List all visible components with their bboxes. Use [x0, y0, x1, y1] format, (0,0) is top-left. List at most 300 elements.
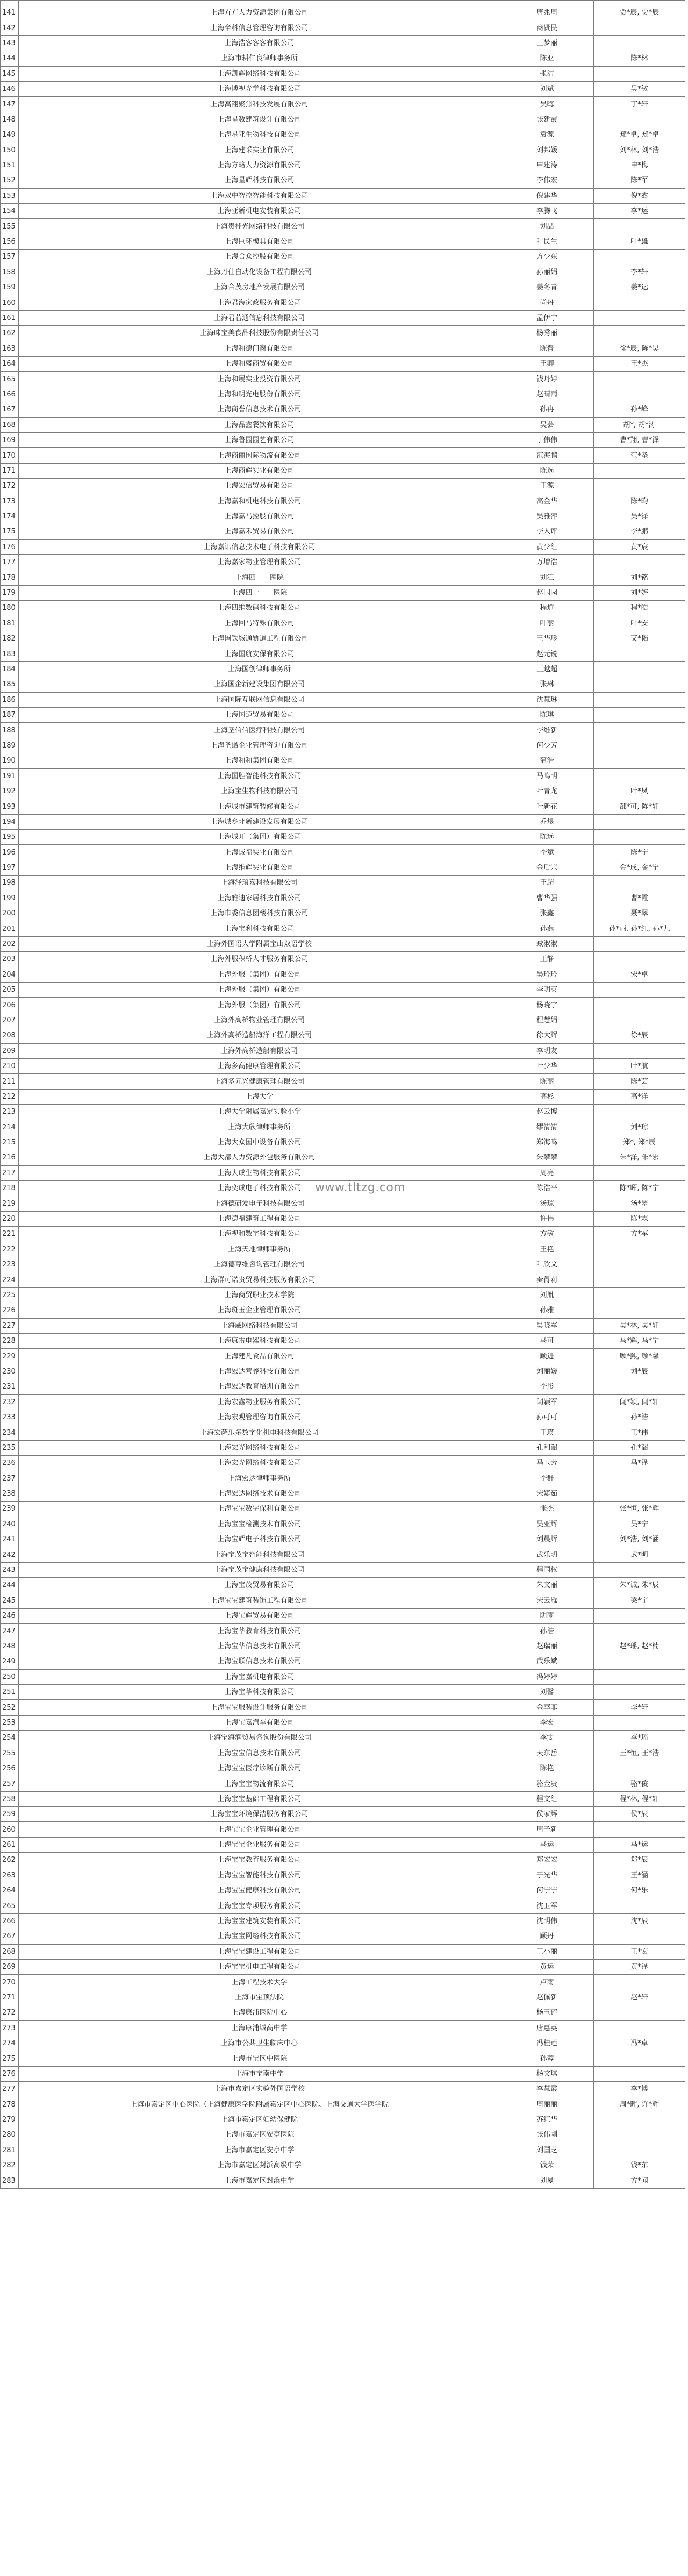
watermark-text: www.tltzg.com: [315, 1181, 406, 1194]
table-row: [1, 173, 685, 188]
table-row: [1, 1975, 685, 1990]
remark: 陈*宁: [594, 845, 685, 860]
company-name: 上海国际互联网信息有限公司: [19, 692, 500, 707]
company-name: 上海宏光网络科技有限公司: [19, 1440, 500, 1455]
table-row: [1, 1272, 685, 1287]
remark: 骆*俊: [594, 1776, 685, 1791]
company-name: 上海星数建筑设计有限公司: [19, 112, 500, 127]
row-index: 227: [1, 1318, 19, 1333]
contact-person: 何少芳: [500, 738, 594, 753]
table-row: [1, 51, 685, 66]
contact-person: 王源: [500, 479, 594, 494]
table-row: [1, 463, 685, 478]
contact-person: 沈慧琳: [500, 692, 594, 707]
table-row: [1, 295, 685, 310]
company-name: 上海商誉信息技术有限公司: [19, 402, 500, 417]
contact-person: 骆金贵: [500, 1776, 594, 1791]
row-index: 152: [1, 173, 19, 188]
remark: 叶*安: [594, 616, 685, 631]
contact-person: 朱文丽: [500, 1578, 594, 1593]
company-name: 上海城乡北新建设发展有限公司: [19, 814, 500, 829]
remark: 陈*军: [594, 173, 685, 188]
table-row: [1, 81, 685, 96]
company-name: 上海德研发电子科技有限公司: [19, 1196, 500, 1211]
row-index: 151: [1, 158, 19, 173]
contact-person: 于光华: [500, 1868, 594, 1883]
remark: [594, 1624, 685, 1639]
company-name: 上海宝辉电子科技有限公司: [19, 1532, 500, 1547]
table-row: [1, 753, 685, 768]
company-name: 上海宝利科技有限公司: [19, 921, 500, 936]
table-row: [1, 372, 685, 387]
remark: [594, 1562, 685, 1577]
contact-person: [500, 1, 594, 5]
company-name: 上海宝宝建筑安装有限公司: [19, 1913, 500, 1929]
contact-person: 王华珍: [500, 631, 594, 646]
remark: [594, 1975, 685, 1990]
remark: [594, 936, 685, 951]
contact-person: 高杉: [500, 1089, 594, 1104]
remark: 陈*芸: [594, 1074, 685, 1089]
company-name: 上海工程技术大学: [19, 1975, 500, 1990]
row-index: 153: [1, 188, 19, 203]
row-index: 203: [1, 952, 19, 967]
remark: 吴*林, 吴*轩: [594, 1318, 685, 1333]
company-name: 上海视和数字科技有限公司: [19, 1227, 500, 1242]
remark: [594, 20, 685, 35]
row-index: 198: [1, 876, 19, 891]
row-index: 264: [1, 1883, 19, 1898]
contact-person: 唐惠英: [500, 2020, 594, 2036]
contact-person: 孙雅: [500, 1303, 594, 1318]
contact-person: 叶青龙: [500, 784, 594, 799]
remark: 聂*翠: [594, 906, 685, 921]
contact-person: 沈卫军: [500, 1898, 594, 1913]
table-row: [1, 1105, 685, 1120]
company-name: 上海大都人力资源外包服务有限公司: [19, 1150, 500, 1165]
row-index: 197: [1, 860, 19, 875]
row-index: 208: [1, 1028, 19, 1043]
contact-person: 李明英: [500, 983, 594, 998]
remark: 汤*翠: [594, 1196, 685, 1211]
company-name: 上海味宝美食品科技股份有限责任公司: [19, 326, 500, 341]
contact-person: 刘馨: [500, 1684, 594, 1699]
row-index: 214: [1, 1120, 19, 1135]
company-name: 上海星亚生物科技有限公司: [19, 127, 500, 143]
company-name: 上海外国语大学附属宝山双语学校: [19, 936, 500, 951]
row-index: 222: [1, 1242, 19, 1257]
contact-person: 袁源: [500, 127, 594, 143]
row-index: 162: [1, 326, 19, 341]
contact-person: 李维新: [500, 723, 594, 738]
row-index: 181: [1, 616, 19, 631]
remark: 叶*雄: [594, 234, 685, 249]
table-row: [1, 524, 685, 539]
row-index: 262: [1, 1853, 19, 1868]
remark: [594, 219, 685, 234]
company-name: 上海宏达律师事务所: [19, 1471, 500, 1486]
company-name: 上海建采实业有限公司: [19, 143, 500, 158]
remark: [594, 1105, 685, 1120]
row-index: 145: [1, 66, 19, 81]
company-name: 上海多元兴健康管理有限公司: [19, 1074, 500, 1089]
row-index: 171: [1, 463, 19, 478]
table-row: [1, 1196, 685, 1211]
remark: [594, 876, 685, 891]
row-index: 143: [1, 35, 19, 51]
row-index: 255: [1, 1746, 19, 1761]
company-name: 上海宝宝网络科技有限公司: [19, 1929, 500, 1944]
contact-person: 王越超: [500, 661, 594, 677]
company-name: 上海康浦医院中心: [19, 2005, 500, 2020]
row-index: 260: [1, 1822, 19, 1837]
company-name: 上海宝宝机电工程有限公司: [19, 1960, 500, 1975]
company-name: 上海嘉禾贸易有限公司: [19, 524, 500, 539]
table-row: [1, 1791, 685, 1806]
contact-person: 叶欣文: [500, 1257, 594, 1272]
row-index: 247: [1, 1624, 19, 1639]
company-name: 上海城开（集团）有限公司: [19, 830, 500, 845]
row-index: 216: [1, 1150, 19, 1165]
contact-person: 孙燕: [500, 921, 594, 936]
contact-person: 张洁: [500, 66, 594, 81]
contact-person: 程国权: [500, 1562, 594, 1577]
row-index: 184: [1, 661, 19, 677]
contact-person: 程文红: [500, 1791, 594, 1806]
table-row: [1, 265, 685, 280]
company-name: 上海贵桂光网络科技有限公司: [19, 219, 500, 234]
table-row: [1, 1425, 685, 1440]
table-row: [1, 1058, 685, 1073]
company-name: 上海回马特殊有限公司: [19, 616, 500, 631]
remark: [594, 2066, 685, 2081]
company-name: 上海维辉实业有限公司: [19, 860, 500, 875]
contact-person: 孙丽娟: [500, 265, 594, 280]
contact-person: 陈选: [500, 463, 594, 478]
company-name: 上海国企新建设集团有限公司: [19, 677, 500, 692]
contact-person: 陈丽: [500, 1074, 594, 1089]
remark: 姜*运: [594, 280, 685, 295]
table-row: [1, 738, 685, 753]
remark: 黄*泽: [594, 1960, 685, 1975]
remark: 艾*韬: [594, 631, 685, 646]
company-name: 上海宝宝教育服务有限公司: [19, 1853, 500, 1868]
remark: [594, 1242, 685, 1257]
company-name: 上海卉卉人力资源集团有限公司: [19, 5, 500, 20]
row-index: 199: [1, 891, 19, 906]
company-name: 上海宝辉贸易有限公司: [19, 1609, 500, 1624]
contact-person: 申建涛: [500, 158, 594, 173]
row-index: 220: [1, 1211, 19, 1226]
contact-person: 卢雨: [500, 1975, 594, 1990]
company-name: 上海宝宝建设工程有限公司: [19, 1944, 500, 1959]
contact-person: 王梦丽: [500, 35, 594, 51]
company-name: 上海市宝南中学: [19, 2066, 500, 2081]
table-row: [1, 539, 685, 554]
company-name: 上海群可诺贵贸易科技服务有限公司: [19, 1272, 500, 1287]
row-index: 252: [1, 1700, 19, 1715]
remark: [594, 387, 685, 402]
remark: 方*闻: [594, 2173, 685, 2188]
company-name: 上海外高桥物业管理有限公司: [19, 1013, 500, 1028]
remark: 吴*泽: [594, 509, 685, 524]
contact-person: 叶少华: [500, 1058, 594, 1073]
row-index: 205: [1, 983, 19, 998]
row-index: 149: [1, 127, 19, 143]
remark: 刘*林, 刘*浩: [594, 143, 685, 158]
table-row: [1, 1715, 685, 1730]
contact-person: 孟伊宁: [500, 310, 594, 325]
table-row: [1, 891, 685, 906]
table-row: [1, 799, 685, 814]
company-name: 上海宝宝环境保洁服务有限公司: [19, 1807, 500, 1822]
table-row: [1, 707, 685, 722]
row-index: 148: [1, 112, 19, 127]
table-row: [1, 35, 685, 51]
company-name: 上海宝宝专项服务有限公司: [19, 1898, 500, 1913]
company-name: 上海国迈贸易有限公司: [19, 707, 500, 722]
table-row: [1, 1807, 685, 1822]
table-row: [1, 677, 685, 692]
remark: 钱*东: [594, 2158, 685, 2173]
company-name: 上海国创律师事务所: [19, 661, 500, 677]
table-row: [1, 570, 685, 585]
company-name: 上海奕成电子科技有限公司: [19, 1181, 500, 1196]
remark: 沈*辰: [594, 1913, 685, 1929]
remark: 丁*轩: [594, 97, 685, 112]
company-name: 上海宏达教育培训有限公司: [19, 1379, 500, 1394]
contact-person: 程慧娟: [500, 1013, 594, 1028]
contact-person: 侯家辉: [500, 1807, 594, 1822]
remark: 李*运: [594, 204, 685, 219]
row-index: 155: [1, 219, 19, 234]
contact-person: 程道: [500, 601, 594, 616]
contact-person: 赵国园: [500, 585, 594, 600]
remark: 王*杰: [594, 356, 685, 371]
remark: 邵*可, 陈*轩: [594, 799, 685, 814]
table-row: [1, 2097, 685, 2112]
remark: 侯*辰: [594, 1807, 685, 1822]
table-row: [1, 1227, 685, 1242]
remark: [594, 2051, 685, 2066]
remark: [594, 1257, 685, 1272]
row-index: 235: [1, 1440, 19, 1455]
row-index: 229: [1, 1349, 19, 1364]
company-name: 上海嘉和机电科技有限公司: [19, 494, 500, 509]
company-name: 上海外服（集团）有限公司: [19, 998, 500, 1013]
contact-person: 宋云雁: [500, 1593, 594, 1608]
table-row: [1, 2036, 685, 2051]
company-name: 上海宝宝医疗诊断有限公司: [19, 1761, 500, 1776]
company-name: 上海四——医院: [19, 570, 500, 585]
contact-person: 叶丽: [500, 616, 594, 631]
row-index: 269: [1, 1960, 19, 1975]
company-name: 上海宝嘉汽车有限公司: [19, 1715, 500, 1730]
row-index: 188: [1, 723, 19, 738]
row-index: 277: [1, 2082, 19, 2097]
table-row: [1, 112, 685, 127]
remark: 李*博: [594, 2082, 685, 2097]
row-index: 158: [1, 265, 19, 280]
row-index: 159: [1, 280, 19, 295]
table-row: [1, 2051, 685, 2066]
table-row: [1, 1654, 685, 1669]
row-index: 144: [1, 51, 19, 66]
table-row: [1, 341, 685, 356]
remark: 李*鹏: [594, 524, 685, 539]
row-index: 241: [1, 1532, 19, 1547]
contact-person: 陈艳: [500, 1761, 594, 1776]
company-name: 上海圣信信医疗科技有限公司: [19, 723, 500, 738]
company-name: 上海合众控股有限公司: [19, 250, 500, 265]
row-index: 174: [1, 509, 19, 524]
row-index: 190: [1, 753, 19, 768]
company-name: 上海康雷电器科技有限公司: [19, 1333, 500, 1348]
remark: [594, 1013, 685, 1028]
contact-person: 陈亚: [500, 51, 594, 66]
contact-person: 金苹菲: [500, 1700, 594, 1715]
table-row: [1, 1333, 685, 1348]
company-name: 上海外高桥造船海洋工程有限公司: [19, 1028, 500, 1043]
row-index: 206: [1, 998, 19, 1013]
remark: 宋*卓: [594, 967, 685, 982]
contact-person: 杨文琪: [500, 2066, 594, 2081]
company-name: 上海嘉马控股有限公司: [19, 509, 500, 524]
company-name: 上海市嘉定区实验外国语学校: [19, 2082, 500, 2097]
row-index: 204: [1, 967, 19, 982]
remark: [594, 35, 685, 51]
remark: 刘*浩, 刘*涵: [594, 1532, 685, 1547]
row-index: 239: [1, 1502, 19, 1517]
row-index: 282: [1, 2158, 19, 2173]
table-row: [1, 1043, 685, 1058]
contact-person: 丁伟伟: [500, 432, 594, 447]
row-index: 160: [1, 295, 19, 310]
remark: [594, 1165, 685, 1180]
table-row: [1, 2158, 685, 2173]
contact-person: 李群: [500, 1471, 594, 1486]
table-row: [1, 1013, 685, 1028]
company-name: 上海宝宝检测技术有限公司: [19, 1517, 500, 1532]
table-row: [1, 1609, 685, 1624]
contact-person: 阴雨: [500, 1609, 594, 1624]
row-index: 224: [1, 1272, 19, 1287]
company-name: 上海外服（集团）有限公司: [19, 983, 500, 998]
row-index: 207: [1, 1013, 19, 1028]
company-name: 上海宏鑫物业服务有限公司: [19, 1394, 500, 1410]
contact-person: 曹华强: [500, 891, 594, 906]
contact-person: 赵元锐: [500, 646, 594, 661]
row-index: 211: [1, 1074, 19, 1089]
contact-person: 武乐明: [500, 1547, 594, 1562]
row-index: 156: [1, 234, 19, 249]
table-row: [1, 952, 685, 967]
contact-person: 马鸣明: [500, 768, 594, 784]
contact-person: 吴雅萍: [500, 509, 594, 524]
table-row: [1, 2112, 685, 2127]
contact-person: 顾丹: [500, 1929, 594, 1944]
row-index: 254: [1, 1731, 19, 1746]
table-row: [1, 1593, 685, 1608]
table-row: [1, 20, 685, 35]
company-name: 上海和德门窗有限公司: [19, 341, 500, 356]
table-row: [1, 1440, 685, 1455]
row-index: 187: [1, 707, 19, 722]
table-row: [1, 5, 685, 20]
remark: 叶*航: [594, 1058, 685, 1073]
table-row: [1, 1700, 685, 1715]
remark: 郑*辰: [594, 1853, 685, 1868]
remark: 徐*辰, 陈*昊: [594, 341, 685, 356]
company-name: 上海和展实业投资有限公司: [19, 372, 500, 387]
remark: 郑*卓, 郑*卓: [594, 127, 685, 143]
company-name: 上海宝宝企业服务有限公司: [19, 1837, 500, 1852]
row-index: 272: [1, 2005, 19, 2020]
row-index: 170: [1, 448, 19, 463]
contact-person: 王静: [500, 952, 594, 967]
contact-person: 陈晋: [500, 341, 594, 356]
contact-person: 孔利韶: [500, 1440, 594, 1455]
company-name: 上海宝联信息技术有限公司: [19, 1654, 500, 1669]
remark: [594, 998, 685, 1013]
remark: 刘*琼: [594, 1120, 685, 1135]
remark: 黄*宸: [594, 539, 685, 554]
remark: 闻*颖, 闻*轩: [594, 1394, 685, 1410]
table-row: [1, 387, 685, 402]
row-index: 182: [1, 631, 19, 646]
company-name: 上海宏达网络技术有限公司: [19, 1486, 500, 1501]
contact-person: 沈明伟: [500, 1913, 594, 1929]
table-row: [1, 158, 685, 173]
row-index: 164: [1, 356, 19, 371]
contact-person: 黄运: [500, 1960, 594, 1975]
company-name: 上海宝海润贸易咨询股份有限公司: [19, 1731, 500, 1746]
remark: [594, 1, 685, 5]
contact-person: 李斌: [500, 845, 594, 860]
row-index: 201: [1, 921, 19, 936]
remark: 陈*昀: [594, 494, 685, 509]
remark: [594, 1929, 685, 1944]
row-index: 253: [1, 1715, 19, 1730]
row-index: 281: [1, 2143, 19, 2158]
table-row: [1, 1562, 685, 1577]
contact-person: 叶民生: [500, 234, 594, 249]
company-name: 上海商丽国际物流有限公司: [19, 448, 500, 463]
table-row: [1, 1898, 685, 1913]
company-name: 上海市嘉定区安亭中学: [19, 2143, 500, 2158]
company-name: 上海宝华科技有限公司: [19, 1684, 500, 1699]
company-name: 上海嘉讯信息技术电子科技有限公司: [19, 539, 500, 554]
table-row: [1, 188, 685, 203]
table-row: [1, 1578, 685, 1593]
contact-person: 王瑛: [500, 1425, 594, 1440]
remark: [594, 692, 685, 707]
contact-person: 李宏: [500, 1715, 594, 1730]
company-name: 上海宝宝智能科技有限公司: [19, 1868, 500, 1883]
table-row: [1, 768, 685, 784]
company-name: 上海市嘉定区封浜高级中学: [19, 2158, 500, 2173]
contact-person: 马玉芳: [500, 1456, 594, 1471]
company-name: 上海市委信息团楼科技有限公司: [19, 906, 500, 921]
row-index: 168: [1, 417, 19, 432]
contact-person: 孙浩: [500, 1624, 594, 1639]
row-index: 218: [1, 1181, 19, 1196]
row-index: 263: [1, 1868, 19, 1883]
row-index: 267: [1, 1929, 19, 1944]
contact-person: 李雯: [500, 1731, 594, 1746]
row-index: 191: [1, 768, 19, 784]
table-row: [1, 1242, 685, 1257]
